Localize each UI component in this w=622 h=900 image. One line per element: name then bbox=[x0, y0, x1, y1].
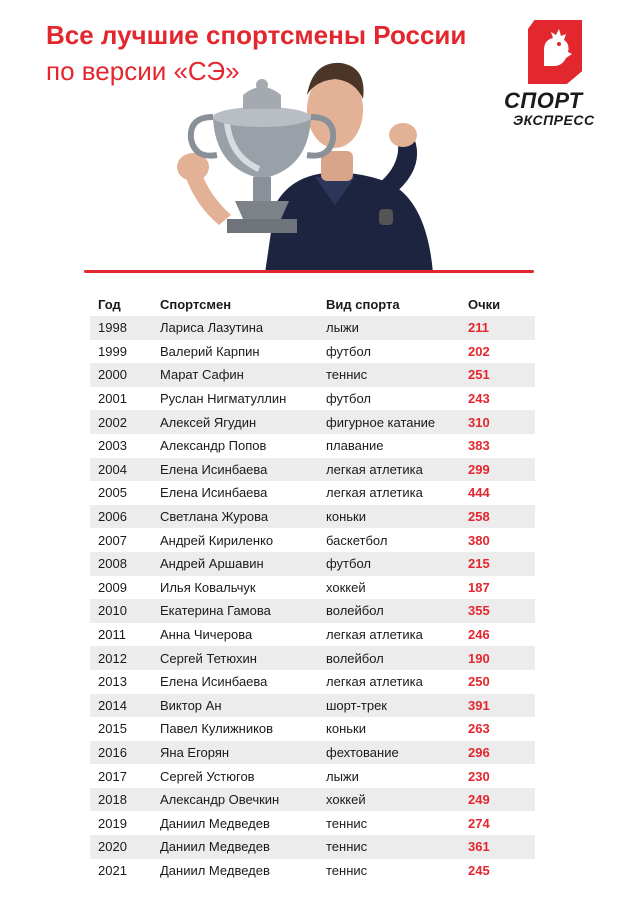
cell-sport: футбол bbox=[326, 391, 371, 407]
table-row bbox=[90, 788, 535, 812]
cell-athlete: Даниил Медведев bbox=[160, 815, 270, 831]
cell-year: 2013 bbox=[98, 674, 127, 690]
cell-athlete: Лариса Лазутина bbox=[160, 320, 264, 336]
cell-points: 299 bbox=[468, 461, 490, 477]
cell-athlete: Марат Сафин bbox=[160, 367, 244, 383]
cell-athlete: Даниил Медведев bbox=[160, 862, 270, 878]
cell-athlete: Сергей Тетюхин bbox=[160, 650, 257, 666]
cell-year: 2006 bbox=[98, 509, 127, 525]
table-row bbox=[90, 764, 535, 788]
column-header-points: Очки bbox=[468, 296, 501, 312]
cell-points: 391 bbox=[468, 697, 490, 713]
cell-athlete: Елена Исинбаева bbox=[160, 485, 268, 501]
cell-points: 250 bbox=[468, 674, 490, 690]
cell-sport: теннис bbox=[326, 862, 368, 878]
cell-sport: легкая атлетика bbox=[326, 627, 423, 643]
cell-year: 2017 bbox=[98, 768, 127, 784]
cell-year: 2012 bbox=[98, 650, 127, 666]
cell-sport: лыжи bbox=[326, 320, 359, 336]
table-row bbox=[90, 505, 535, 529]
cell-sport: легкая атлетика bbox=[326, 674, 423, 690]
cell-points: 361 bbox=[468, 839, 490, 855]
cell-points: 245 bbox=[468, 862, 490, 878]
cell-sport: футбол bbox=[326, 343, 371, 359]
cell-sport: фигурное катание bbox=[326, 414, 436, 430]
cell-sport: теннис bbox=[326, 839, 368, 855]
cell-sport: фехтование bbox=[326, 744, 399, 760]
cell-points: 258 bbox=[468, 509, 490, 525]
cell-athlete: Яна Егорян bbox=[160, 744, 230, 760]
cell-athlete: Елена Исинбаева bbox=[160, 674, 268, 690]
table-row bbox=[90, 458, 535, 482]
cell-sport: волейбол bbox=[326, 603, 384, 619]
page-title: Все лучшие спортсмены России bbox=[46, 20, 467, 50]
cell-athlete: Руслан Нигматуллин bbox=[160, 391, 287, 407]
column-header-athlete: Спортсмен bbox=[160, 296, 232, 312]
page-subtitle: по версии «СЭ» bbox=[46, 56, 240, 86]
table-row bbox=[90, 646, 535, 670]
cell-points: 187 bbox=[468, 579, 490, 595]
cell-year: 2010 bbox=[98, 603, 127, 619]
rooster-icon bbox=[528, 20, 582, 84]
cell-points: 246 bbox=[468, 627, 490, 643]
cell-year: 2021 bbox=[98, 862, 127, 878]
table-row bbox=[90, 670, 535, 694]
cell-year: 2015 bbox=[98, 721, 127, 737]
cell-year: 2011 bbox=[98, 627, 126, 643]
table-row bbox=[90, 741, 535, 765]
table-row bbox=[90, 363, 535, 387]
cell-athlete: Елена Исинбаева bbox=[160, 461, 268, 477]
table-row bbox=[90, 835, 535, 859]
cell-year: 2016 bbox=[98, 744, 127, 760]
cell-year: 2001 bbox=[98, 391, 127, 407]
cell-sport: лыжи bbox=[326, 768, 359, 784]
header-divider bbox=[84, 270, 534, 273]
cell-year: 2019 bbox=[98, 815, 127, 831]
cell-points: 243 bbox=[468, 391, 490, 407]
cell-points: 202 bbox=[468, 343, 490, 359]
cell-sport: коньки bbox=[326, 509, 366, 525]
cell-sport: коньки bbox=[326, 721, 366, 737]
table-row bbox=[90, 599, 535, 623]
cell-year: 2008 bbox=[98, 556, 127, 572]
cell-points: 444 bbox=[468, 485, 490, 501]
cell-points: 310 bbox=[468, 414, 490, 430]
table-row bbox=[90, 717, 535, 741]
cell-athlete: Павел Кулижников bbox=[160, 721, 274, 737]
cell-points: 383 bbox=[468, 438, 490, 454]
cell-sport: плавание bbox=[326, 438, 384, 454]
cell-points: 355 bbox=[468, 603, 490, 619]
table-row bbox=[90, 528, 535, 552]
cell-athlete: Даниил Медведев bbox=[160, 839, 270, 855]
cell-year: 2014 bbox=[98, 697, 127, 713]
logo-word-sport: СПОРТ bbox=[504, 88, 583, 113]
table-body bbox=[90, 316, 535, 882]
logo-word-express: ЭКСПРЕСС bbox=[513, 112, 595, 128]
cell-athlete: Сергей Устюгов bbox=[160, 768, 255, 784]
athletes-table bbox=[90, 292, 535, 882]
cell-points: 211 bbox=[468, 320, 489, 336]
logo-badge bbox=[528, 20, 582, 84]
athlete-with-trophy-photo bbox=[165, 55, 455, 273]
cell-points: 380 bbox=[468, 532, 490, 548]
table-row bbox=[90, 481, 535, 505]
table-row bbox=[90, 340, 535, 364]
cell-year: 2020 bbox=[98, 839, 127, 855]
cell-athlete: Анна Чичерова bbox=[160, 627, 253, 643]
cell-athlete: Виктор Ан bbox=[160, 697, 222, 713]
cell-points: 274 bbox=[468, 815, 490, 831]
table-row bbox=[90, 811, 535, 835]
table-row bbox=[90, 434, 535, 458]
cell-sport: хоккей bbox=[326, 792, 366, 808]
column-header-sport: Вид спорта bbox=[326, 296, 400, 312]
cell-athlete: Екатерина Гамова bbox=[160, 603, 271, 619]
cell-year: 2004 bbox=[98, 461, 127, 477]
table-row bbox=[90, 316, 535, 340]
table-header-row bbox=[90, 292, 535, 316]
cell-year: 2000 bbox=[98, 367, 127, 383]
cell-athlete: Александр Попов bbox=[160, 438, 267, 454]
cell-sport: футбол bbox=[326, 556, 371, 572]
table-row bbox=[90, 859, 535, 883]
cell-sport: теннис bbox=[326, 815, 368, 831]
cell-points: 249 bbox=[468, 792, 490, 808]
cell-year: 1999 bbox=[98, 343, 127, 359]
table-row bbox=[90, 623, 535, 647]
cell-sport: волейбол bbox=[326, 650, 384, 666]
cell-athlete: Андрей Кириленко bbox=[160, 532, 274, 548]
cell-year: 2002 bbox=[98, 414, 127, 430]
cell-year: 1998 bbox=[98, 320, 127, 336]
table-row bbox=[90, 576, 535, 600]
cell-points: 263 bbox=[468, 721, 490, 737]
cell-year: 2005 bbox=[98, 485, 127, 501]
cell-year: 2009 bbox=[98, 579, 127, 595]
cell-points: 251 bbox=[468, 367, 490, 383]
cell-year: 2003 bbox=[98, 438, 127, 454]
column-header-year: Год bbox=[98, 296, 121, 312]
cell-sport: легкая атлетика bbox=[326, 485, 423, 501]
cell-athlete: Алексей Ягудин bbox=[160, 414, 257, 430]
cell-athlete: Андрей Аршавин bbox=[160, 556, 264, 572]
cell-sport: хоккей bbox=[326, 579, 366, 595]
cell-sport: теннис bbox=[326, 367, 368, 383]
cell-points: 230 bbox=[468, 768, 490, 784]
cell-points: 296 bbox=[468, 744, 490, 760]
cell-athlete: Илья Ковальчук bbox=[160, 579, 256, 595]
table-row bbox=[90, 694, 535, 718]
cell-sport: баскетбол bbox=[326, 532, 388, 548]
cell-year: 2007 bbox=[98, 532, 127, 548]
cell-sport: легкая атлетика bbox=[326, 461, 423, 477]
cell-year: 2018 bbox=[98, 792, 127, 808]
table-row bbox=[90, 552, 535, 576]
cell-athlete: Валерий Карпин bbox=[160, 343, 260, 359]
cell-athlete: Александр Овечкин bbox=[160, 792, 280, 808]
table-row bbox=[90, 387, 535, 411]
cell-points: 190 bbox=[468, 650, 490, 666]
header bbox=[0, 0, 622, 280]
cell-points: 215 bbox=[468, 556, 490, 572]
cell-sport: шорт-трек bbox=[326, 697, 387, 713]
cell-athlete: Светлана Журова bbox=[160, 509, 269, 525]
sport-express-logo bbox=[500, 20, 595, 128]
table-row bbox=[90, 410, 535, 434]
